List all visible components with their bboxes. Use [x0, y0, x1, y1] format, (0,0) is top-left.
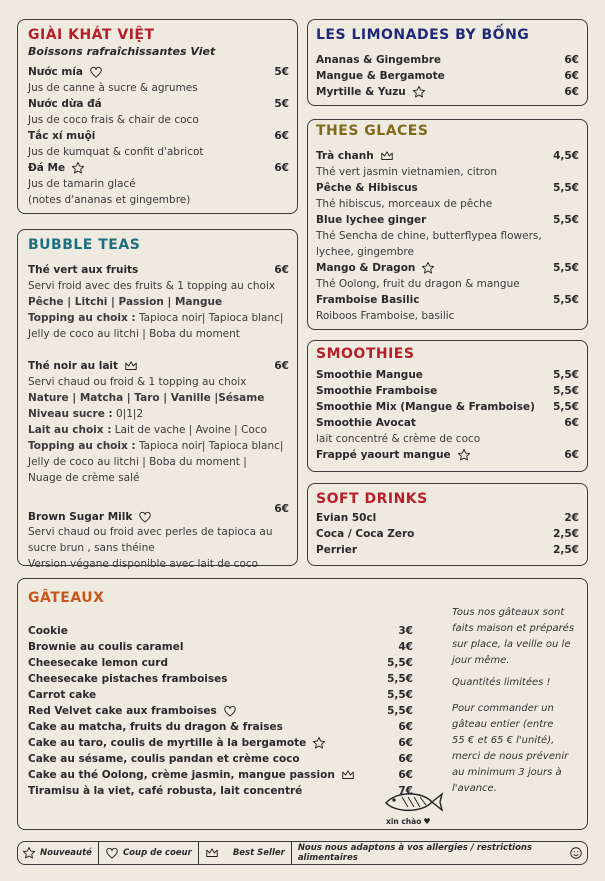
menu-item — [316, 383, 579, 399]
item-price: 7€ — [398, 785, 413, 797]
menu-item — [316, 510, 579, 526]
menu-item — [316, 447, 579, 463]
small-heart-icon: ♥ — [423, 817, 431, 826]
heart-icon — [89, 65, 103, 79]
thes-panel — [307, 119, 588, 330]
thes-list — [316, 148, 579, 324]
option-values: Tapioca noir| Tapioca blanc| — [135, 440, 284, 452]
legend-new-label: Nouveauté — [40, 848, 92, 858]
item-name: Smoothie Avocat — [316, 417, 416, 429]
menu-item — [28, 719, 413, 735]
item-desc: Jelly de coco au litchi | Boba du moment — [28, 328, 240, 340]
item-name: Cheesecake pistaches framboises — [28, 673, 228, 685]
item-name: Smoothie Framboise — [316, 385, 438, 397]
crown-icon — [341, 768, 355, 782]
star-icon — [421, 261, 435, 275]
item-desc: Version végane disponible avec lait de coco — [28, 558, 259, 570]
item-price: 6€ — [398, 721, 413, 733]
item-price: 6€ — [564, 86, 579, 98]
item-price: 5,5€ — [387, 689, 413, 701]
bubble-title: BUBBLE TEAS — [28, 237, 141, 253]
item-price: 6€ — [398, 753, 413, 765]
item-price: 6€ — [398, 769, 413, 781]
menu-item — [28, 262, 289, 278]
item-name: Pêche & Hibiscus — [316, 182, 418, 194]
item-desc: Jus de tamarin glacé — [28, 178, 136, 190]
legend-coup — [99, 842, 199, 864]
item-name: Nước mía — [28, 66, 83, 78]
item-desc — [28, 406, 289, 422]
item-price: 6€ — [274, 360, 289, 372]
item-price: 5,5€ — [553, 294, 579, 306]
item-price: 6€ — [564, 449, 579, 461]
item-desc: Nuage de crème salé — [28, 472, 140, 484]
item-desc: (notes d'ananas et gingembre) — [28, 194, 191, 206]
smiley-icon — [569, 846, 583, 860]
item-desc: Jus de canne à sucre & agrumes — [28, 82, 198, 94]
soft-panel — [307, 483, 588, 566]
item-name: Thé noir au lait — [28, 360, 119, 372]
option-values: Tapioca noir| Tapioca blanc| — [135, 312, 284, 324]
item-price: 5€ — [274, 66, 289, 78]
item-price: 6€ — [564, 417, 579, 429]
star-icon — [457, 448, 471, 462]
item-desc: lait concentré & crème de coco — [316, 433, 481, 445]
menu-item — [316, 399, 579, 415]
item-name: Cheesecake lemon curd — [28, 657, 168, 669]
limo-title: LES LIMONADES BY BỐNG — [316, 27, 530, 43]
item-name: Mangue & Bergamote — [316, 70, 445, 82]
item-name: Coca / Coca Zero — [316, 528, 415, 540]
item-name: Trà chanh — [316, 150, 374, 162]
menu-item — [316, 526, 579, 542]
item-price: 5,5€ — [553, 214, 579, 226]
item-price: 3€ — [398, 625, 413, 637]
item-name: Red Velvet cake aux framboises — [28, 705, 217, 717]
option-label: Topping au choix : — [28, 440, 136, 452]
gateaux-panel — [17, 578, 588, 830]
menu-item — [28, 735, 413, 751]
item-name: Thé vert aux fruits — [28, 264, 139, 276]
soft-title: SOFT DRINKS — [316, 491, 428, 507]
menu-item — [28, 783, 413, 799]
item-desc: sucre brun , sans théine — [28, 542, 155, 554]
item-name: Nước dừa đá — [28, 98, 102, 110]
menu-item — [28, 96, 289, 112]
menu-item — [28, 64, 289, 80]
item-price: 6€ — [274, 130, 289, 142]
viet-title: GIÀI KHÁT VIỆT — [28, 27, 155, 43]
menu-item — [28, 639, 413, 655]
item-name: Smoothie Mix (Mangue & Framboise) — [316, 401, 535, 413]
soft-list — [316, 510, 579, 558]
legend-allergy — [292, 842, 583, 864]
menu-item — [28, 502, 289, 524]
option-label: Lait au choix : — [28, 424, 112, 436]
item-desc: Thé Sencha de chine, butterflypea flowers, — [316, 230, 542, 242]
item-desc: Thé Oolong, fruit du dragon & mangue — [316, 278, 520, 290]
fish-icon — [382, 789, 444, 815]
gateaux-title: GÂTEAUX — [28, 590, 105, 606]
viet-list — [28, 64, 289, 208]
gateaux-list — [28, 623, 413, 799]
item-desc — [28, 310, 289, 326]
item-price: 2,5€ — [553, 528, 579, 540]
heart-icon — [105, 846, 119, 860]
menu-item — [28, 655, 413, 671]
option-values: 0|1|2 — [112, 408, 144, 420]
item-name: Brownie au coulis caramel — [28, 641, 184, 653]
item-name: Framboise Basilic — [316, 294, 420, 306]
item-name: Brown Sugar Milk — [28, 511, 133, 523]
item-name: Mango & Dragon — [316, 262, 416, 274]
item-price: 6€ — [274, 503, 289, 515]
item-desc: Thé vert jasmin vietnamien, citron — [316, 166, 497, 178]
legend-best-label: Best Seller — [232, 848, 285, 858]
legend-best — [199, 842, 292, 864]
option-label: Niveau sucre : — [28, 408, 113, 420]
menu-item — [316, 84, 579, 100]
heart-icon — [223, 704, 237, 718]
menu-item — [316, 367, 579, 383]
star-icon — [412, 85, 426, 99]
item-desc — [28, 438, 289, 454]
item-name: Cake au sésame, coulis pandan et crème coco — [28, 753, 300, 765]
viet-subtitle: Boissons rafraîchissantes Viet — [28, 45, 216, 58]
menu-item — [316, 68, 579, 84]
menu-item — [28, 703, 413, 719]
item-desc: Servi froid avec des fruits & 1 topping au choix — [28, 280, 276, 292]
smoothies-list — [316, 367, 579, 463]
item-price: 2€ — [564, 512, 579, 524]
item-name: Đá Me — [28, 162, 66, 174]
menu-item — [28, 671, 413, 687]
item-price: 5€ — [274, 98, 289, 110]
star-icon — [22, 846, 36, 860]
smoothies-panel — [307, 340, 588, 472]
menu-item — [316, 260, 579, 276]
item-price: 2,5€ — [553, 544, 579, 556]
item-desc: Jelly de coco au litchi | Boba du moment | — [28, 456, 247, 468]
item-price: 5,5€ — [553, 262, 579, 274]
menu-item — [28, 623, 413, 639]
option-label: Topping au choix : — [28, 312, 136, 324]
item-price: 5,5€ — [553, 369, 579, 381]
item-price: 5,5€ — [387, 673, 413, 685]
option-values: Lait de vache | Avoine | Coco — [111, 424, 268, 436]
crown-icon — [205, 846, 219, 860]
menu-item — [316, 212, 579, 228]
gateaux-note-2: Pour commander un gâteau entier (entre 55 € et 65 € l'unité), merci de nous prévenir au minimum 3 jours à l'avance. — [452, 703, 569, 794]
item-price: 6€ — [564, 70, 579, 82]
menu-item — [316, 292, 579, 308]
item-desc: Servi chaud ou froid avec perles de tapioca au — [28, 526, 273, 538]
item-price: 6€ — [398, 737, 413, 749]
star-icon — [71, 161, 85, 175]
item-name: Tiramisu à la viet, café robusta, lait concentré — [28, 785, 303, 797]
menu-item — [28, 767, 413, 783]
item-name: Frappé yaourt mangue — [316, 449, 451, 461]
fish-caption: xin chào — [386, 817, 422, 826]
item-price: 4,5€ — [553, 150, 579, 162]
item-name: Evian 50cl — [316, 512, 377, 524]
item-desc: Roiboos Framboise, basilic — [316, 310, 455, 322]
legend-new — [22, 842, 99, 864]
legend-allergy-label: Nous nous adaptons à vos allergies / restrictions alimentaires — [297, 843, 533, 863]
item-name: Smoothie Mangue — [316, 369, 423, 381]
item-desc — [28, 422, 289, 438]
item-price: 5,5€ — [553, 385, 579, 397]
item-name: Perrier — [316, 544, 358, 556]
menu-item — [28, 358, 289, 374]
menu-item — [316, 180, 579, 196]
item-desc: lychee, gingembre — [316, 246, 414, 258]
item-name: Ananas & Gingembre — [316, 54, 442, 66]
item-price: 6€ — [274, 264, 289, 276]
item-name: Cake au thé Oolong, crème jasmin, mangue passion — [28, 769, 335, 781]
viet-panel — [17, 19, 298, 214]
item-desc: Thé hibiscus, morceaux de pêche — [316, 198, 493, 210]
smoothies-title: SMOOTHIES — [316, 346, 415, 362]
item-price: 6€ — [564, 54, 579, 66]
menu-item — [316, 52, 579, 68]
footer-legend — [17, 841, 588, 865]
legend-coup-label: Coup de coeur — [122, 848, 192, 858]
crown-icon — [124, 359, 138, 373]
item-name: Cookie — [28, 625, 68, 637]
gateaux-note-1: Tous nos gâteaux sont faits maison et préparés sur place, la veille ou le jour même. Quantités limitées ! — [452, 607, 575, 688]
item-name: Tắc xí muội — [28, 130, 96, 142]
star-icon — [312, 736, 326, 750]
limo-panel — [307, 19, 588, 106]
item-name: Cake au taro, coulis de myrtille à la bergamote — [28, 737, 307, 749]
item-price: 5,5€ — [553, 401, 579, 413]
item-desc — [28, 390, 289, 406]
item-desc — [28, 294, 289, 310]
limo-list — [316, 52, 579, 100]
bubble-panel — [17, 229, 298, 570]
item-name: Blue lychee ginger — [316, 214, 427, 226]
item-name: Carrot cake — [28, 689, 97, 701]
heart-icon — [138, 510, 152, 524]
item-name: Cake au matcha, fruits du dragon & fraises — [28, 721, 283, 733]
fish-logo — [382, 789, 452, 829]
menu-item — [28, 687, 413, 703]
item-price: 5,5€ — [387, 657, 413, 669]
menu-item — [28, 160, 289, 176]
item-price: 4€ — [398, 641, 413, 653]
crown-icon — [380, 149, 394, 163]
menu-item — [316, 148, 579, 164]
menu-item — [28, 751, 413, 767]
thes-title: THES GLACES — [316, 123, 429, 139]
option-flavors: Pêche | Litchi | Passion | Mangue — [28, 296, 223, 308]
item-name: Myrtille & Yuzu — [316, 86, 406, 98]
menu-item — [28, 128, 289, 144]
option-flavors: Nature | Matcha | Taro | Vanille |Sésame — [28, 392, 265, 404]
menu-item — [316, 415, 579, 431]
menu-item — [316, 542, 579, 558]
item-desc: Jus de coco frais & chair de coco — [28, 114, 199, 126]
item-price: 6€ — [274, 162, 289, 174]
item-price: 5,5€ — [387, 705, 413, 717]
item-desc: Jus de kumquat & confit d'abricot — [28, 146, 204, 158]
item-price: 5,5€ — [553, 182, 579, 194]
item-desc: Servi chaud ou froid & 1 topping au choix — [28, 376, 247, 388]
